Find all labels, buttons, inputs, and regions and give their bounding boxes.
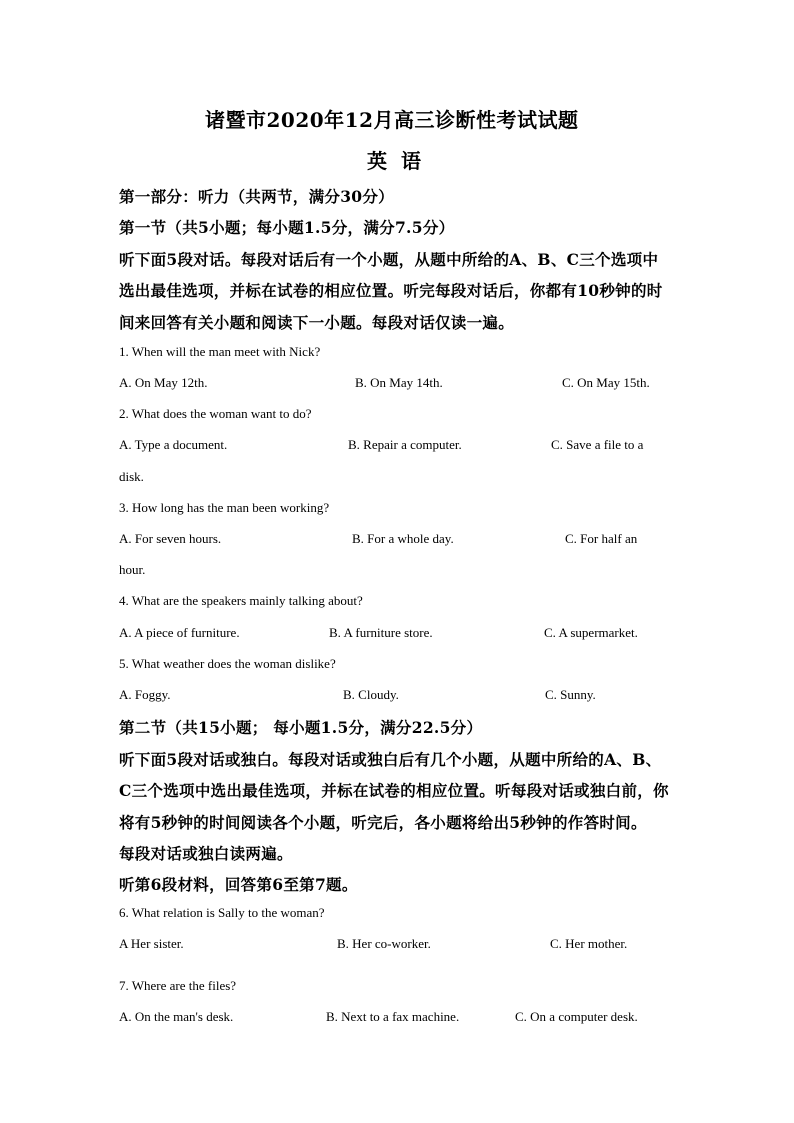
question-stem: 3. How long has the man been working? bbox=[119, 500, 330, 515]
option-a: A. For seven hours. bbox=[119, 531, 222, 546]
section1-heading: 第一节（共5小题；每小题1.5分，满分7.5分） bbox=[119, 218, 455, 237]
option-a: A. A piece of furniture. bbox=[119, 625, 240, 640]
option-a: A. On the man's desk. bbox=[119, 1009, 234, 1024]
question-stem: 2. What does the woman want to do? bbox=[119, 406, 312, 421]
option-a: A. Type a document. bbox=[119, 437, 228, 452]
section1-instruction-line: 间来回答有关小题和阅读下一小题。每段对话仅读一遍。 bbox=[119, 313, 515, 332]
option-b: B. Her co-worker. bbox=[337, 936, 431, 951]
option-c: C. On May 15th. bbox=[562, 375, 650, 390]
option-c: C. Sunny. bbox=[545, 687, 596, 702]
option-c: C. For half an bbox=[565, 531, 638, 546]
question-stem: 4. What are the speakers mainly talking about? bbox=[119, 593, 363, 608]
option-b: B. Cloudy. bbox=[343, 687, 399, 702]
option-c: C. A supermarket. bbox=[544, 625, 638, 640]
option-b: B. Next to a fax machine. bbox=[326, 1009, 460, 1024]
question-stem: 6. What relation is Sally to the woman? bbox=[119, 905, 325, 920]
section2-instruction-line: C三个选项中选出最佳选项，并标在试卷的相应位置。听每段对话或独白前，你 bbox=[119, 781, 669, 800]
option-c: C. Her mother. bbox=[550, 936, 628, 951]
section2-instruction-line: 将有5秒钟的时间阅读各个小题，听完后，各小题将给出5秒钟的作答时间。 bbox=[119, 813, 647, 832]
option-a: A. Foggy. bbox=[119, 687, 171, 702]
question-stem: 7. Where are the files? bbox=[119, 978, 237, 993]
option-c: C. Save a file to a bbox=[551, 437, 644, 452]
question-stem: 5. What weather does the woman dislike? bbox=[119, 656, 336, 671]
section1-instruction-line: 听下面5段对话。每段对话后有一个小题，从题中所给的A、B、C三个选项中 bbox=[119, 250, 659, 269]
question-stem: 1. When will the man meet with Nick? bbox=[119, 344, 321, 359]
option-a: A Her sister. bbox=[119, 936, 184, 951]
section1-instruction-line: 选出最佳选项，并标在试卷的相应位置。听完每段对话后，你都有10秒钟的时 bbox=[119, 281, 663, 300]
option-c: C. On a computer desk. bbox=[515, 1009, 638, 1024]
part1-heading: 第一部分：听力（共两节，满分30分） bbox=[119, 187, 394, 206]
option-b: B. On May 14th. bbox=[355, 375, 443, 390]
section2-instruction-line: 每段对话或独白读两遍。 bbox=[119, 844, 293, 863]
exam-title: 诸暨市2020年12月高三诊断性考试试题 bbox=[205, 108, 579, 132]
option-b: B. Repair a computer. bbox=[348, 437, 462, 452]
material-note: 听第6段材料，回答第6至第7题。 bbox=[119, 875, 358, 894]
section2-instruction-line: 听下面5段对话或独白。每段对话或独白后有几个小题，从题中所给的A、B、 bbox=[119, 750, 662, 769]
option-b: B. For a whole day. bbox=[352, 531, 454, 546]
option-b: B. A furniture store. bbox=[329, 625, 433, 640]
section2-heading: 第二节（共15小题； 每小题1.5分，满分22.5分） bbox=[119, 718, 483, 737]
option-c-continuation: hour. bbox=[119, 562, 146, 577]
subject-title: 英语 bbox=[367, 149, 435, 173]
option-a: A. On May 12th. bbox=[119, 375, 208, 390]
option-c-continuation: disk. bbox=[119, 469, 144, 484]
